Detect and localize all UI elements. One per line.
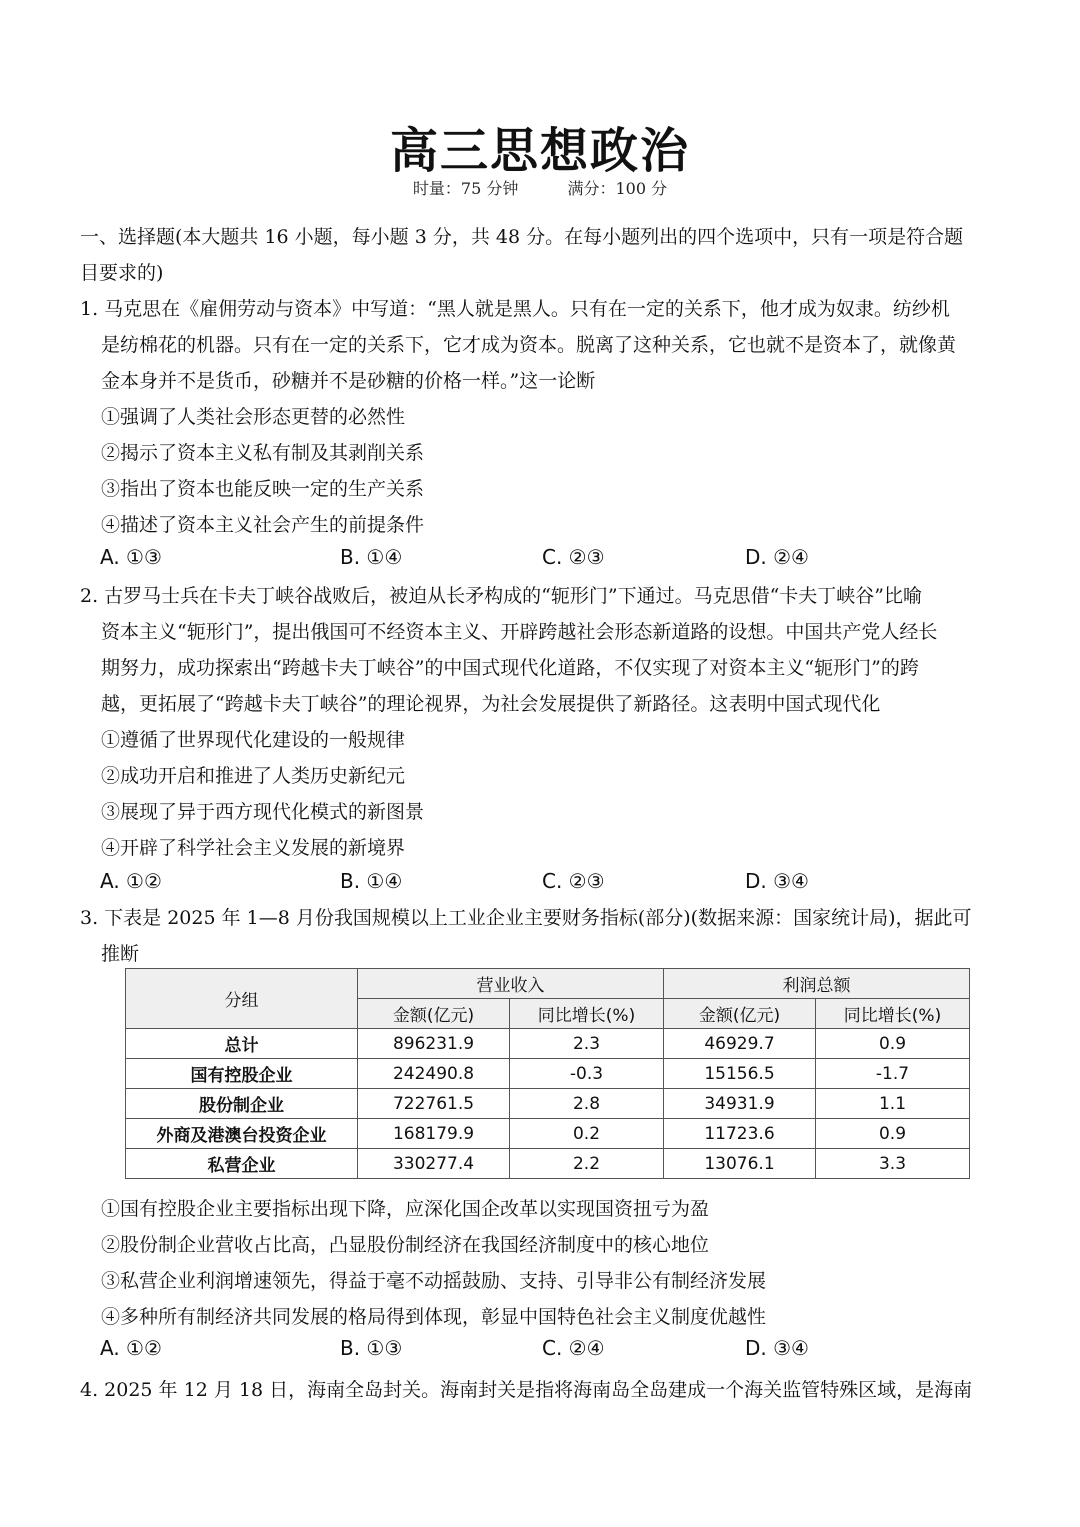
- q2-choice-b: B. ①④: [340, 869, 403, 893]
- section-instruction: 一、选择题(本大题共 16 小题，每小题 3 分，共 48 分。在每小题列出的四个选项中，只有一项是符合题: [80, 226, 964, 248]
- q1-choice-a: A. ①③: [100, 545, 162, 569]
- q1-stem-line: 是纺棉花的机器。只有在一定的关系下，它才成为资本。脱离了这种关系，它也就不是资本了，就像黄: [101, 334, 957, 356]
- q3-item: ②股份制企业营收占比高，凸显股份制经济在我国经济制度中的核心地位: [101, 1234, 710, 1256]
- header-profit: 利润总额: [664, 969, 970, 999]
- table-row: [126, 1059, 970, 1089]
- q2-choices: [100, 869, 1004, 897]
- q2-choice-a: A. ①②: [100, 869, 162, 893]
- q3-stem-line: 3. 下表是 2025 年 1—8 月份我国规模以上工业企业主要财务指标(部分)(数据来源：国家统计局)，据此可: [80, 907, 972, 929]
- q2-item: ①遵循了世界现代化建设的一般规律: [101, 729, 406, 751]
- q2-item: ②成功开启和推进了人类历史新纪元: [101, 765, 406, 787]
- q1-item: ③指出了资本也能反映一定的生产关系: [101, 478, 425, 500]
- q3-item: ③私营企业利润增速领先，得益于毫不动摇鼓励、支持、引导非公有制经济发展: [101, 1270, 767, 1292]
- q2-item: ③展现了异于西方现代化模式的新图景: [101, 801, 425, 823]
- cell-revenue: 330277.4: [358, 1149, 510, 1179]
- cell-profit-growth: 0.9: [816, 1029, 970, 1059]
- q3-item: ④多种所有制经济共同发展的格局得到体现，彰显中国特色社会主义制度优越性: [101, 1306, 767, 1328]
- q1-item: ②揭示了资本主义私有制及其剥削关系: [101, 442, 425, 464]
- q2-stem-line: 2. 古罗马士兵在卡夫丁峡谷战败后，被迫从长矛构成的“轭形门”下通过。马克思借“卡夫丁峡谷”比喻: [80, 585, 923, 607]
- q3-choice-d: D. ③④: [745, 1336, 809, 1360]
- cell-revenue-growth: -0.3: [510, 1059, 664, 1089]
- cell-profit-growth: -1.7: [816, 1059, 970, 1089]
- q4-stem-line: 4. 2025 年 12 月 18 日，海南全岛封关。海南封关是指将海南岛全岛建成一个海关监管特殊区域，是海南: [80, 1379, 973, 1401]
- cell-group: 私营企业: [126, 1149, 358, 1179]
- exam-score: 满分：100 分: [567, 179, 668, 198]
- q1-choices: [100, 545, 1004, 573]
- cell-revenue: 242490.8: [358, 1059, 510, 1089]
- cell-revenue-growth: 2.3: [510, 1029, 664, 1059]
- q3-choice-a: A. ①②: [100, 1336, 162, 1360]
- q1-stem-line: 金本身并不是货币，砂糖并不是砂糖的价格一样。”这一论断: [101, 370, 596, 392]
- cell-revenue: 722761.5: [358, 1089, 510, 1119]
- cell-profit: 34931.9: [664, 1089, 816, 1119]
- finance-table: [125, 968, 970, 1179]
- table-row: [126, 1119, 970, 1149]
- q1-stem-line: 1. 马克思在《雇佣劳动与资本》中写道：“黑人就是黑人。只有在一定的关系下，他才成为奴隶。纺纱机: [80, 298, 950, 320]
- table-row: [126, 1089, 970, 1119]
- q2-stem-line: 越，更拓展了“跨越卡夫丁峡谷”的理论视界，为社会发展提供了新路径。这表明中国式现代化: [101, 693, 881, 715]
- q2-item: ④开辟了科学社会主义发展的新境界: [101, 837, 406, 859]
- q1-choice-c: C. ②③: [542, 545, 605, 569]
- q3-stem-line: 推断: [101, 943, 140, 965]
- header-group: 分组: [126, 969, 358, 1029]
- cell-profit-growth: 3.3: [816, 1149, 970, 1179]
- q1-item: ④描述了资本主义社会产生的前提条件: [101, 514, 425, 536]
- exam-meta: [0, 176, 1080, 199]
- page-title: 高三思想政治: [389, 123, 690, 179]
- cell-profit: 46929.7: [664, 1029, 816, 1059]
- cell-profit-growth: 0.9: [816, 1119, 970, 1149]
- header-profit-amount: 金额(亿元): [664, 999, 816, 1029]
- cell-profit-growth: 1.1: [816, 1089, 970, 1119]
- q3-choices: [100, 1336, 1004, 1364]
- cell-group: 国有控股企业: [126, 1059, 358, 1089]
- cell-revenue-growth: 2.8: [510, 1089, 664, 1119]
- q1-choice-b: B. ①④: [340, 545, 403, 569]
- cell-revenue: 168179.9: [358, 1119, 510, 1149]
- q2-stem-line: 期努力，成功探索出“跨越卡夫丁峡谷”的中国式现代化道路，不仅实现了对资本主义“轭形门”的跨: [101, 657, 919, 679]
- cell-profit: 15156.5: [664, 1059, 816, 1089]
- table-row: [126, 1029, 970, 1059]
- table-row: [126, 1149, 970, 1179]
- header-revenue-growth: 同比增长(%): [510, 999, 664, 1029]
- header-profit-growth: 同比增长(%): [816, 999, 970, 1029]
- cell-profit: 13076.1: [664, 1149, 816, 1179]
- cell-revenue-growth: 0.2: [510, 1119, 664, 1149]
- cell-group: 股份制企业: [126, 1089, 358, 1119]
- q3-choice-c: C. ②④: [542, 1336, 605, 1360]
- q1-choice-d: D. ②④: [745, 545, 809, 569]
- cell-profit: 11723.6: [664, 1119, 816, 1149]
- q2-choice-d: D. ③④: [745, 869, 809, 893]
- q3-item: ①国有控股企业主要指标出现下降，应深化国企改革以实现国资扭亏为盈: [101, 1198, 710, 1220]
- q2-stem-line: 资本主义“轭形门”，提出俄国可不经资本主义、开辟跨越社会形态新道路的设想。中国共产党人经长: [101, 621, 938, 643]
- cell-revenue-growth: 2.2: [510, 1149, 664, 1179]
- cell-revenue: 896231.9: [358, 1029, 510, 1059]
- cell-group: 总计: [126, 1029, 358, 1059]
- header-revenue-amount: 金额(亿元): [358, 999, 510, 1029]
- q1-item: ①强调了人类社会形态更替的必然性: [101, 406, 406, 428]
- header-revenue: 营业收入: [358, 969, 664, 999]
- q3-choice-b: B. ①③: [340, 1336, 403, 1360]
- cell-group: 外商及港澳台投资企业: [126, 1119, 358, 1149]
- q2-choice-c: C. ②③: [542, 869, 605, 893]
- section-instruction-cont: 目要求的): [80, 262, 164, 284]
- exam-time: 时量：75 分钟: [412, 179, 519, 198]
